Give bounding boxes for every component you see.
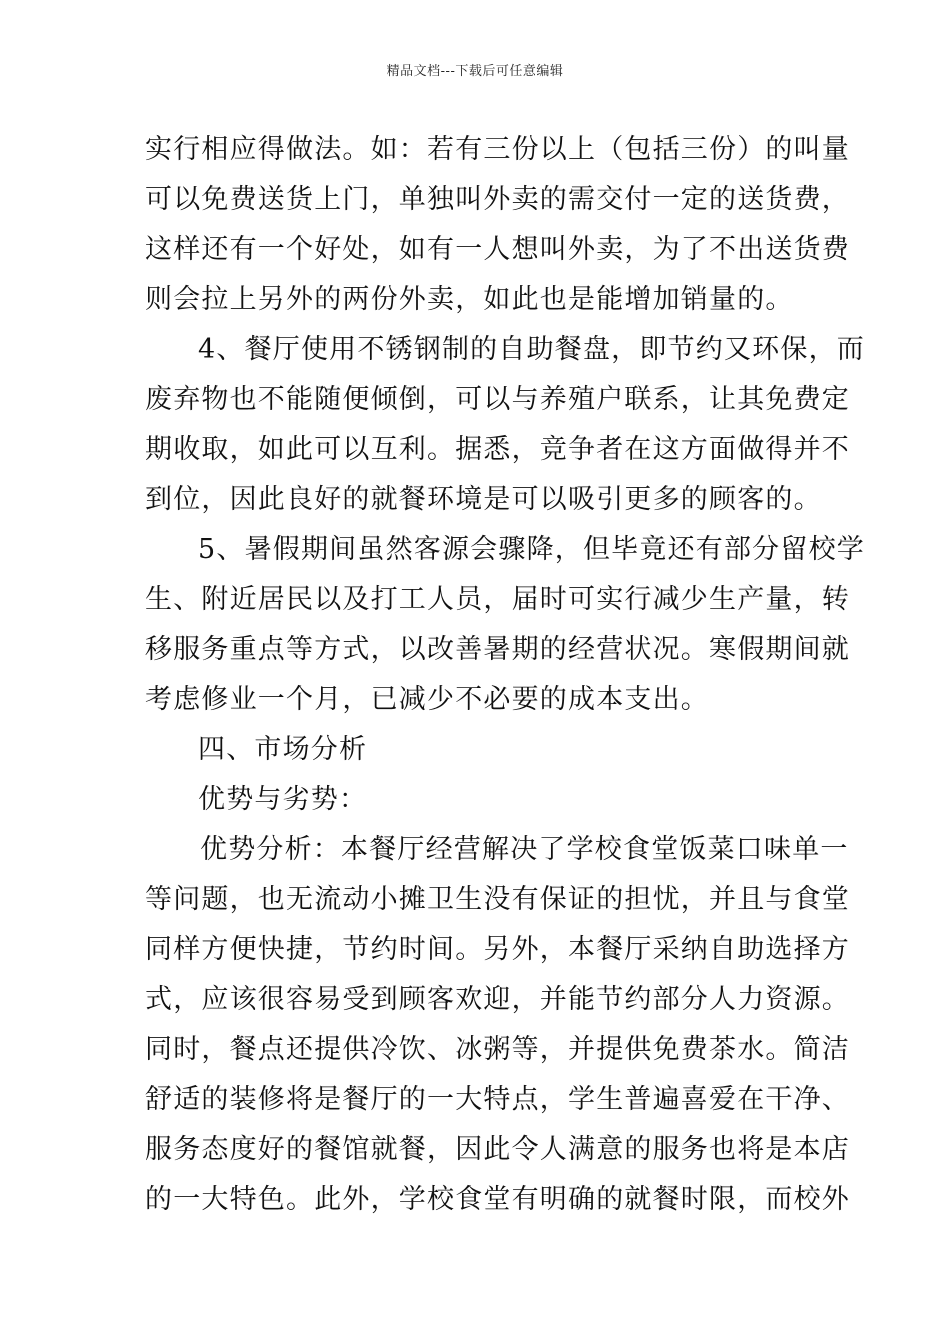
text-line: 这样还有一个好处，如有一人想叫外卖，为了不出送货费 <box>145 234 850 265</box>
text-line: 等问题，也无流动小摊卫生没有保证的担忧，并且与食堂 <box>145 884 850 915</box>
text-line: 同时，餐点还提供冷饮、冰粥等，并提供免费茶水。简洁 <box>145 1034 850 1065</box>
text-line: 同样方便快捷，节约时间。另外，本餐厅采纳自助选择方 <box>145 934 850 965</box>
text-line: 舒适的装修将是餐厅的一大特点，学生普遍喜爱在干净、 <box>145 1084 850 1115</box>
text-line: 考虑修业一个月，已减少不必要的成本支出。 <box>145 684 709 715</box>
text-line: 生、附近居民以及打工人员，届时可实行减少生产量，转 <box>145 584 850 615</box>
text-line: 移服务重点等方式，以改善暑期的经营状况。寒假期间就 <box>145 634 850 665</box>
paragraph-4-start: 4、餐厅使用不锈钢制的自助餐盘，即节约又环保，而 <box>198 334 865 365</box>
text-line: 则会拉上另外的两份外卖，如此也是能增加销量的。 <box>145 284 794 315</box>
section-heading: 四、市场分析 <box>198 734 368 765</box>
text-line: 式，应该很容易受到顾客欢迎，并能节约部分人力资源。 <box>145 984 850 1015</box>
page-header: 精品文档---下载后可任意编辑 <box>386 64 564 79</box>
text-line: 期收取，如此可以互利。据悉，竞争者在这方面做得并不 <box>145 434 850 465</box>
text-line: 到位，因此良好的就餐环境是可以吸引更多的顾客的。 <box>145 484 822 515</box>
text-line: 服务态度好的餐馆就餐，因此令人满意的服务也将是本店 <box>145 1134 850 1165</box>
text-line: 实行相应得做法。如：若有三份以上（包括三份）的叫量 <box>145 134 850 165</box>
paragraph-advantage-start: 优势分析：本餐厅经营解决了学校食堂饭菜口味单一 <box>200 834 849 865</box>
text-line: 废弃物也不能随便倾倒，可以与养殖户联系，让其免费定 <box>145 384 850 415</box>
paragraph-5-start: 5、暑假期间虽然客源会骤降，但毕竟还有部分留校学 <box>198 534 865 565</box>
subsection-heading: 优势与劣势： <box>198 784 368 815</box>
text-line: 的一大特色。此外，学校食堂有明确的就餐时限，而校外 <box>145 1184 850 1215</box>
text-line: 可以免费送货上门，单独叫外卖的需交付一定的送货费， <box>145 184 850 215</box>
